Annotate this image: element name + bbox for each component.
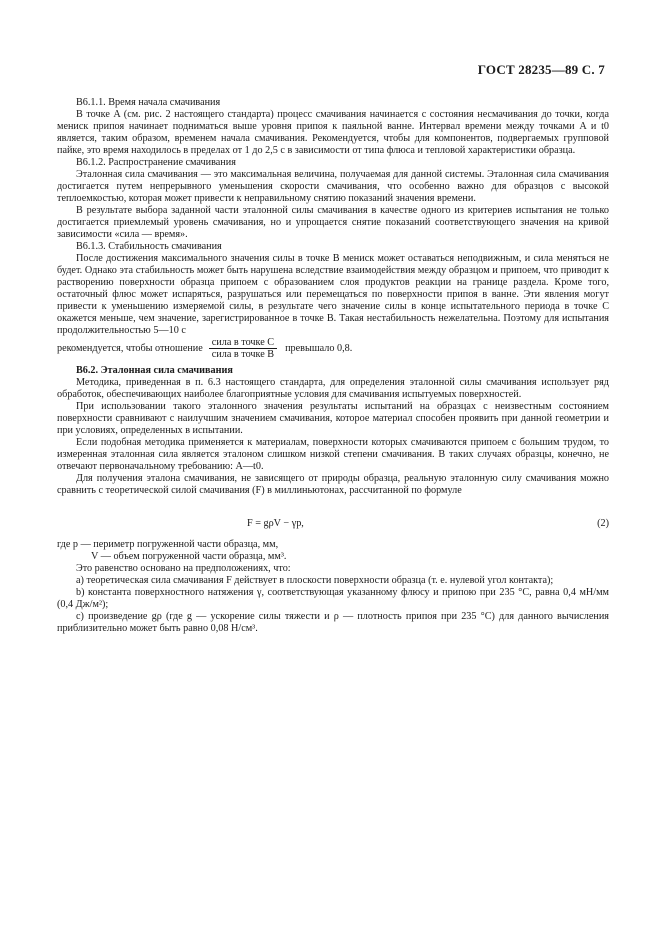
- section-title-b62: В6.2. Эталонная сила смачивания: [76, 365, 233, 376]
- ratio-numerator: сила в точке C: [209, 337, 277, 349]
- paragraph-b613: После достижения максимального значения силы в точке B мениск может оставаться неподвижным, и сила меняться не будет. Однако эта стабильность может быть нарушена вследствие взаимодействия между образцом и припоем, что приводит к растворению поверхности образца припоем с образованием слоя продуктов реакции на границе раздела. Кроме того, остаточный флюс может испаряться, разрушаться или перемещаться по поверхности припоя в ванне. Эти явления могут привести к уменьшению измеряемой силы, в результате чего значение силы в конце испытательного периода в точке C окажется меньше, чем значение, зарегистрированное в точке B. Такая нестабильность нежелательна. Поэтому для испытания продолжительностью 5—10 с: [57, 253, 609, 336]
- ratio-denominator: сила в точке B: [211, 349, 275, 360]
- assumptions-intro: Это равенство основано на предположениях, что:: [76, 563, 291, 574]
- ratio-line: [57, 337, 609, 360]
- ratio-tail-text: превышало 0,8.: [285, 342, 353, 354]
- formula-expression: F = gρV − γp,: [247, 518, 304, 529]
- paragraph-b611: В точке A (см. рис. 2 настоящего стандарта) процесс смачивания начинается с состояния несмачивания до точки, когда мениск припоя начинает подниматься выше уровня припоя к паяльной ванне. Интервал времени между точками A и t0 является, таким образом, временем начала смачивания. Рекомендуется, чтобы для компонентов, подвергаемых групповой пайке, это время находилось в пределах от 1 до 2,5 с в зависимости от типа флюса и тепловой характеристики образца.: [57, 109, 609, 156]
- paragraph-b62-2: При использовании такого эталонного значения результаты испытаний на образцах с неизвестным состоянием поверхности сравнивают с наилучшим значением смачивания, которое материал способен проявить при данной геометрии и при условиях, определенных в испытании.: [57, 401, 609, 436]
- assumption-b: b) константа поверхностного натяжения γ, соответствующая указанному флюсу и припою при 235 °С, равна 0,4 мН/мм (0,4 Дж/м²);: [57, 587, 609, 610]
- ratio-fraction: [209, 337, 277, 360]
- ratio-lead-text: рекомендуется, чтобы отношение: [57, 342, 203, 354]
- section-title-b612: В6.1.2. Распространение смачивания: [76, 157, 236, 168]
- where-line-v: V — объем погруженной части образца, мм³.: [91, 551, 287, 562]
- section-title-b613: В6.1.3. Стабильность смачивания: [76, 241, 222, 252]
- where-line-p: где p — периметр погруженной части образца, мм,: [57, 539, 279, 550]
- section-title-b611: В6.1.1. Время начала смачивания: [76, 97, 221, 108]
- page-header: ГОСТ 28235—89 С. 7: [477, 62, 605, 77]
- where-block: [57, 539, 609, 575]
- paragraph-b612-2: В результате выбора заданной части эталонной силы смачивания в качестве одного из критериев испытания не только достигается приемлемый уровень смачивания, но и упрощается снятие показаний соответствующего значения на кривой зависимости «сила — время».: [57, 205, 609, 240]
- paragraph-b62-1: Методика, приведенная в п. 6.3 настоящего стандарта, для определения эталонной силы смачивания использует ряд обработок, обеспечивающих наиболее благоприятные условия для смачивания испытуемых поверхностей.: [57, 377, 609, 400]
- paragraph-b612-1: Эталонная сила смачивания — это максимальная величина, получаемая для данной системы. Эталонная сила смачивания достигается путем непрерывного уменьшения скорости смачивания, что особенно важно для образцов с высокой теплоемкостью, которая может привести к неправильному снятию показаний значения времени.: [57, 169, 609, 204]
- formula-number: (2): [597, 518, 609, 529]
- assumption-a: а) теоретическая сила смачивания F действует в плоскости поверхности образца (т. е. нулевой угол контакта);: [76, 575, 554, 586]
- assumption-c: c) произведение gρ (где g — ускорение силы тяжести и ρ — плотность припоя при 235 °С) для данного вычисления приблизительно может быть равно 0,08 Н/см³.: [57, 611, 609, 634]
- formula-block: [57, 509, 609, 539]
- paragraph-b62-4: Для получения эталона смачивания, не зависящего от природы образца, реальную эталонную силу смачивания можно сравнить с теоретической силой смачивания (F) в миллиньютонах, рассчитанной по формуле: [57, 473, 609, 496]
- page-body: [57, 97, 609, 635]
- paragraph-b62-3: Если подобная методика применяется к материалам, поверхности которых смачиваются припоем с большим трудом, то измеренная эталонная сила является эталоном слишком низкой степени смачивания. В таких случаях образцы, конечно, не отвечают первоначальному требованию: A—t0.: [57, 437, 609, 472]
